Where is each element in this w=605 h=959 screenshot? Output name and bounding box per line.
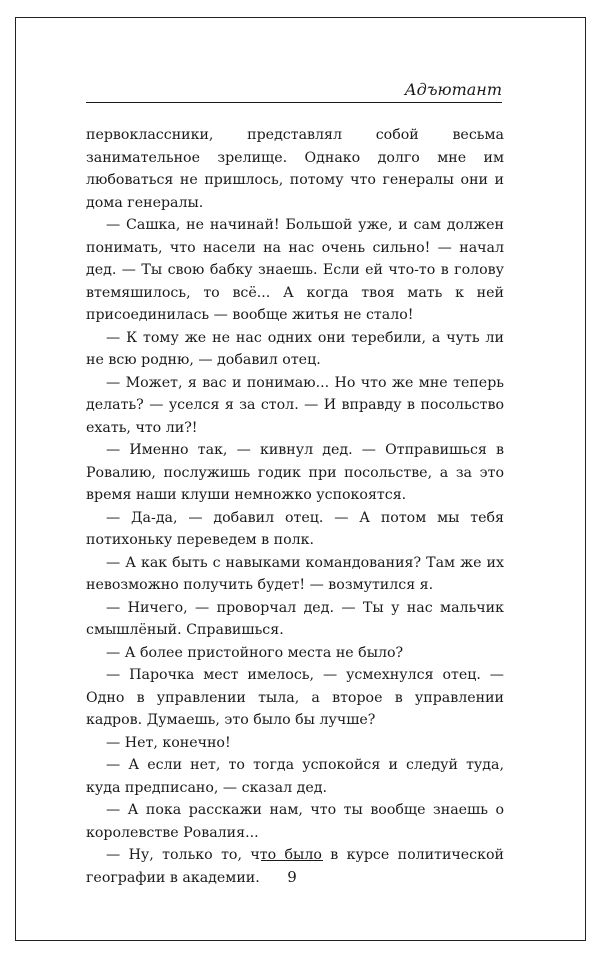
paragraph: — Может, я вас и понимаю... Но что же мне теперь делать? — уселся я за стол. — И вправду в посольство ехать, что ли?! xyxy=(86,374,504,436)
paragraph: первоклассники, представлял собой весьма занимательное зрелище. Однако долго мне им любоваться не пришлось, потому что генералы они и дома генералы. xyxy=(86,127,504,211)
paragraph: — А более пристойного места не было? xyxy=(106,644,404,661)
paragraph: — А как быть с навыками командования? Там же их невозможно получить будет! — возмутился я. xyxy=(86,554,504,593)
page-number: 9 xyxy=(287,868,297,886)
paragraph: — Да-да, — добавил отец. — А потом мы тебя потихоньку переведем в полк. xyxy=(86,509,504,548)
header-rule xyxy=(86,102,502,103)
paragraph: — Именно так, — кивнул дед. — Отправишься в Ровалию, послужишь годик при посольстве, а за это время наши клуши немножко успокоятся. xyxy=(86,442,504,503)
paragraph: — К тому же не нас одних они теребили, а чуть ли не всю родню, — добавил отец. xyxy=(86,329,504,368)
paragraph: — Ничего, — проворчал дед. — Ты у нас мальчик смышлёный. Справишься. xyxy=(86,599,504,638)
body-text xyxy=(86,124,504,889)
paragraph: — Сашка, не начинай! Большой уже, и сам должен понимать, что насели на нас очень сильно! — начал дед. — Ты свою бабку знаешь. Если ей что-то в голову втемяшилось, то всё... А когда твоя мать к ней присоединилась — вообще житья не стало! xyxy=(86,217,504,323)
paragraph: — Ну, только то, что было в курсе политической географии в академии. xyxy=(86,847,504,886)
paragraph: — Парочка мест имелось, — усмехнулся отец. — Одно в управлении тыла, а второе в управлении кадров. Думаешь, это было бы лучше? xyxy=(86,667,504,728)
footer-rule xyxy=(261,860,323,861)
paragraph: — А если нет, то тогда успокойся и следуй туда, куда предписано, — сказал дед. xyxy=(86,757,504,796)
paragraph: — Нет, конечно! xyxy=(106,734,231,751)
paragraph: — А пока расскажи нам, что ты вообще знаешь о королевстве Ровалия... xyxy=(86,802,504,841)
running-head: Адъютант xyxy=(404,80,502,99)
